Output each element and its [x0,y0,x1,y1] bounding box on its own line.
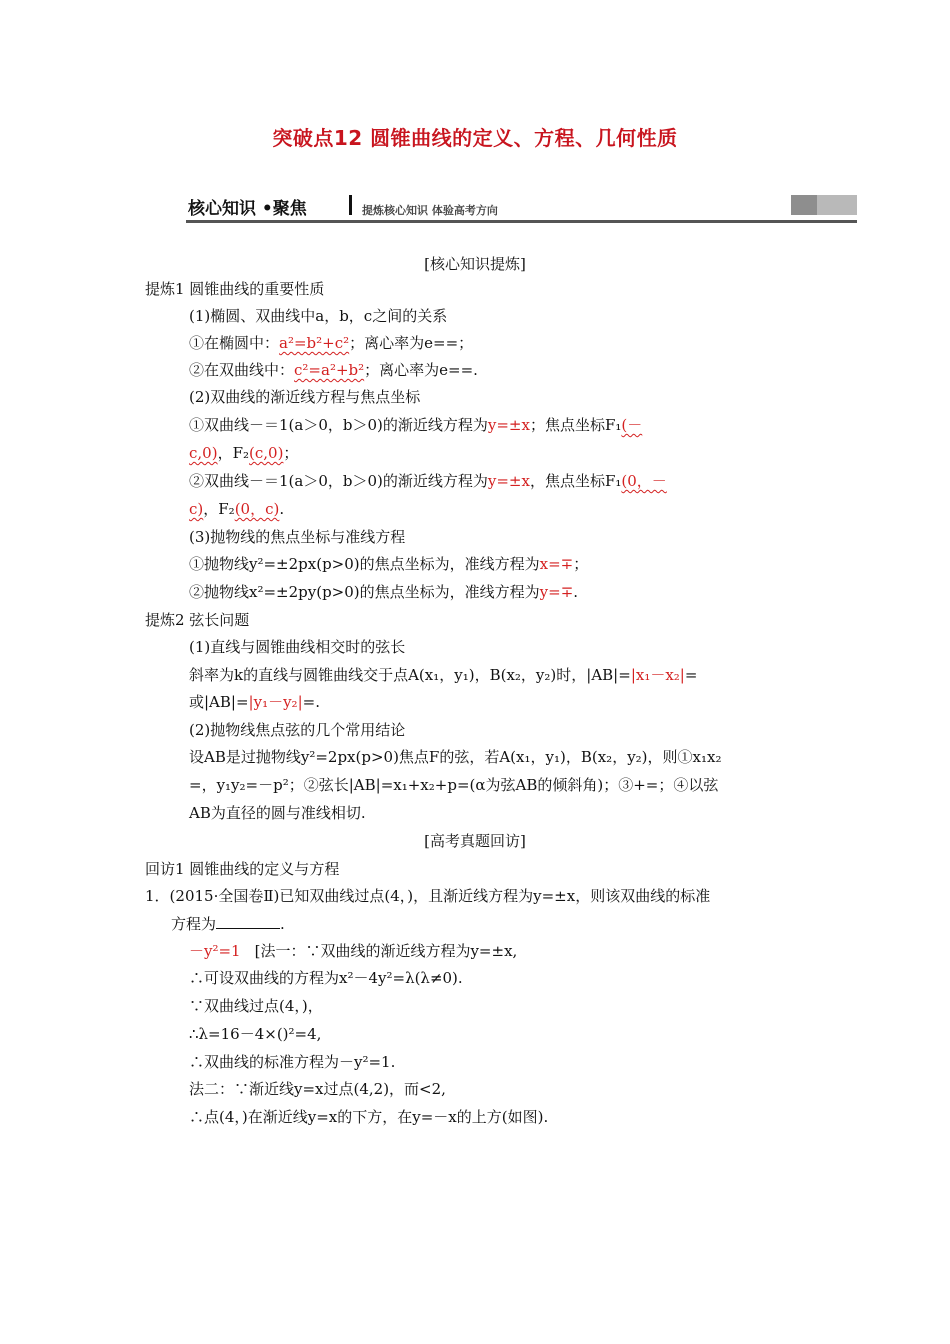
r1-answer: －y²=1 [189,942,241,960]
t1-p1a [189,333,473,353]
banner-rule [186,220,857,223]
t1-p1a-formula: a²=b²+c² [279,334,350,352]
t1-p2b-tail: (0，－ [621,472,667,490]
r1-solution-6: 法二：∵渐近线y=x过点(4,2)，而<2, [189,1080,446,1098]
t1-p2a-line2 [189,443,298,463]
t1-p3b-end: . [573,583,579,601]
r1-solution-2: ∴可设双曲线的方程为x²－4y²=λ(λ≠0). [189,969,463,987]
section-exam-heading: [高考真题回访] [424,832,526,850]
t2-q2a: 设AB是过抛物线y²=2px(p>0)焦点F的弦，若A(x₁，y₁)，B(x₂，y₂)，则①x₁x₂ [189,748,722,766]
t1-p1b-post: ；离心率为e==. [364,361,478,379]
t1-p2b-red2: (0，c) [234,500,280,518]
r1-problem-line1: 1．(2015·全国卷Ⅱ)已知双曲线过点(4，)，且渐近线方程为y=±x，则该双曲线的标准 [145,887,711,905]
t1-p2a-red2: (c,0) [249,444,284,462]
t1-p1b-formula: c²=a²+b² [294,361,365,379]
t1-p1a-post: ；离心率为e==； [349,334,474,352]
t1-p2a-tail: (－ [621,416,643,434]
t1-p2b-red1: c) [189,500,204,518]
r1-heading: 回访1 圆锥曲线的定义与方程 [145,860,340,878]
page-title: 突破点12 圆锥曲线的定义、方程、几何性质 [272,126,678,150]
t1-p1b [189,360,478,380]
t2-q1a [189,665,697,685]
t1-heading: 提炼1 圆锥曲线的重要性质 [145,280,325,298]
t2-q1a-pre: 斜率为k的直线与圆锥曲线交于点A(x₁，y₁)，B(x₂，y₂)时，|AB|= [189,666,631,684]
t1-p2b-line1 [189,471,667,491]
r1-solution-3: ∵双曲线过点(4，)， [189,997,323,1015]
t1-p2b-pre: ②双曲线－＝1(a＞0，b＞0)的渐近线方程为 [189,472,488,490]
t1-p2b-mid: ，焦点坐标F₁ [529,472,622,490]
banner-subheading: 提炼核心知识 体验高考方向 [362,204,498,217]
t1-p1b-pre: ②在双曲线中： [189,361,295,379]
answer-blank [216,914,280,929]
t1-p3b-pre: ②抛物线x²=±2py(p>0)的焦点坐标为，准线方程为 [189,583,540,601]
r1-problem-line2 [171,914,285,934]
t1-p3b [189,582,578,602]
r1-solution-7: ∴点(4，)在渐近线y=x的下方，在y=－x的上方(如图). [189,1108,549,1126]
t1-p1a-pre: ①在椭圆中： [189,334,280,352]
section-banner [186,193,857,223]
banner-decor-dark [791,195,817,215]
t2-q1b-end: =. [302,693,320,711]
t2-q1b-red: |y₁－y₂| [248,693,303,711]
t1-p2a-mid2: ，F₂ [217,444,249,462]
t1-p2b-line2 [189,499,284,519]
t2-q1a-red: |x₁－x₂| [630,666,685,684]
t1-p2a-asym: y=±x [487,416,530,434]
t1-p3b-red: y=∓ [539,583,574,601]
t2-q1b-pre: 或|AB|= [189,693,249,711]
banner-heading: 核心知识 •聚焦 [188,199,307,219]
t1-p2a-mid: ；焦点坐标F₁ [529,416,622,434]
t2-q1: (1)直线与圆锥曲线相交时的弦长 [189,638,406,656]
t1-p2b-end: . [279,500,285,518]
r1-problem-end: . [280,915,285,933]
t1-p2: (2)双曲线的渐近线方程与焦点坐标 [189,388,421,406]
t1-p3a [189,554,588,574]
t1-p2a-line1 [189,415,642,435]
t2-q1a-end: = [684,666,698,684]
t1-p3a-red: x=∓ [539,555,574,573]
t1-p2a-pre: ①双曲线－＝1(a＞0，b＞0)的渐近线方程为 [189,416,488,434]
r1-problem-text: 方程为 [171,915,217,933]
t2-q2: (2)抛物线焦点弦的几个常用结论 [189,721,406,739]
section-core-heading: [核心知识提炼] [424,255,526,273]
r1-answer-line [189,941,517,961]
t1-p2b-mid2: ，F₂ [203,500,235,518]
t1-p3: (3)抛物线的焦点坐标与准线方程 [189,528,406,546]
t1-p3a-end: ； [573,555,589,573]
t1-p2a-end: ； [283,444,299,462]
t1-p1: (1)椭圆、双曲线中a，b，c之间的关系 [189,307,448,325]
t1-p2a-red1: c,0) [189,444,218,462]
t1-p2b-asym: y=±x [487,472,530,490]
t2-q2b: =，y₁y₂=－p²；②弦长|AB|=x₁+x₂+p=(α为弦AB的倾斜角)；③+=；④以弦 [189,776,719,794]
r1-solution-4: ∴λ=16－4×()²=4, [189,1025,322,1043]
t2-q1b [189,692,320,712]
r1-solution-5: ∴双曲线的标准方程为－y²=1. [189,1053,396,1071]
t2-q2c: AB为直径的圆与准线相切. [189,804,366,822]
t2-heading: 提炼2 弦长问题 [145,611,250,629]
banner-separator [349,195,352,215]
t1-p3a-pre: ①抛物线y²=±2px(p>0)的焦点坐标为，准线方程为 [189,555,540,573]
r1-solution-1: [法一：∵双曲线的渐近线方程为y=±x, [254,942,518,960]
